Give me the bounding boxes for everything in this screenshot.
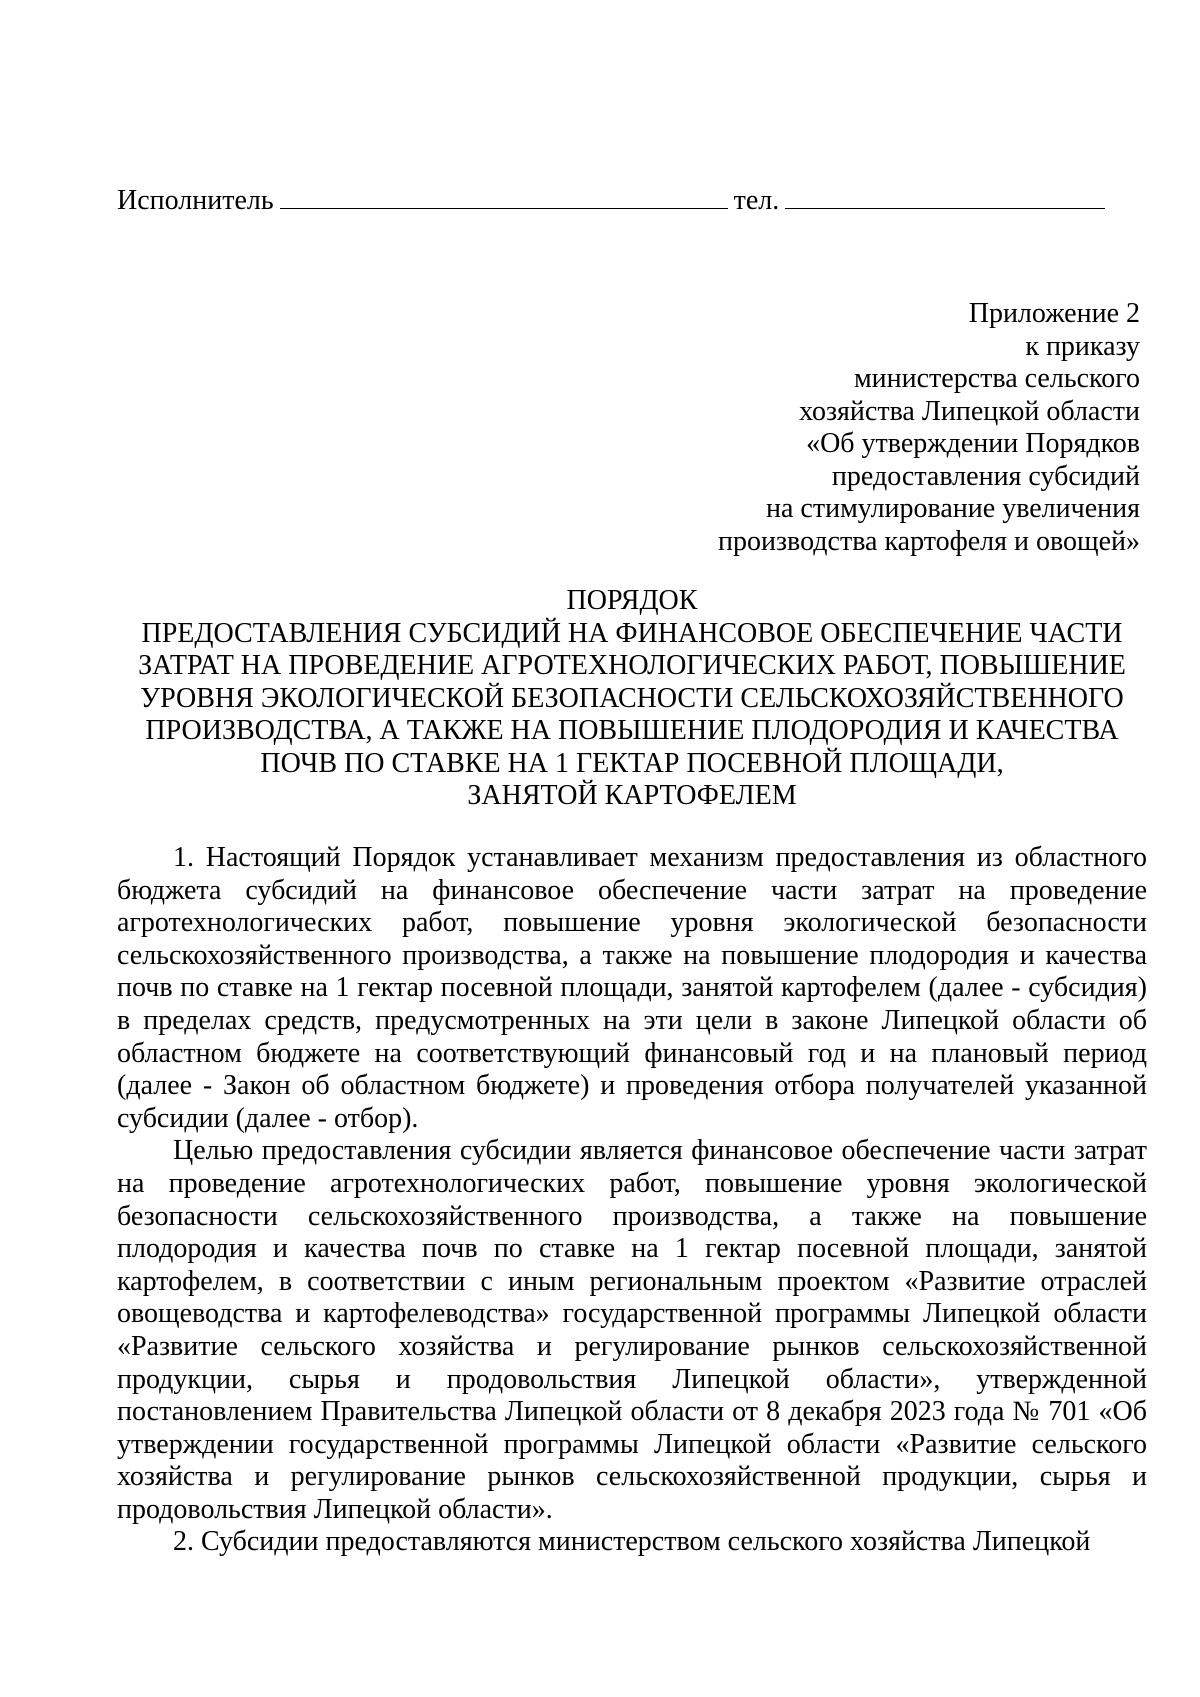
title-line: ПОЧВ ПО СТАВКЕ НА 1 ГЕКТАР ПОСЕВНОЙ ПЛОЩАДИ, (260, 747, 1004, 779)
document-title (117, 585, 1147, 813)
body-paragraph: 1. Настоящий Порядок устанавливает механизм предоставления из областного бюджета субсидий на финансовое обеспечение части затрат на проведение агротехнологических работ, повышение уровня экологической безопасности сельскохозяйственного производства, а также на повышение плодородия и качества почв по ставке на 1 гектар посевной площади, занятой картофелем (далее - субсидия) в пределах средств, предусмотренных на эти цели в законе Липецкой области об областном бюджете на соответствующий финансовый год и на плановый период (далее - Закон об областном бюджете) и проведения отбора получателей указанной субсидии (далее - отбор). (117, 842, 1147, 1134)
appendix-line: хозяйства Липецкой области (799, 395, 1140, 427)
appendix-line: предоставления субсидий (831, 460, 1140, 492)
title-line: ПРЕДОСТАВЛЕНИЯ СУБСИДИЙ НА ФИНАНСОВОЕ ОБЕСПЕЧЕНИЕ ЧАСТИ (141, 617, 1123, 649)
body-paragraph: Целью предоставления субсидии является финансовое обеспечение части затрат на проведение агротехнологических работ, повышение уровня экологической безопасности сельскохозяйственного производства, а также на повышение плодородия и качества почв по ставке на 1 гектар посевной площади, занятой картофелем, в соответствии с иным региональным проектом «Развитие отраслей овощеводства и картофелеводства» государственной программы Липецкой области «Развитие сельского хозяйства и регулирование рынков сельскохозяйственной продукции, сырья и продовольствия Липецкой области», утвержденной постановлением Правительства Липецкой области от 8 декабря 2023 года № 701 «Об утверждении государственной программы Липецкой области «Развитие сельского хозяйства и регулирование рынков сельскохозяйственной продукции, сырья и продовольствия Липецкой области». (117, 1135, 1147, 1525)
appendix-line: на стимулирование увеличения (766, 493, 1140, 524)
title-line: ЗАТРАТ НА ПРОВЕДЕНИЕ АГРОТЕХНОЛОГИЧЕСКИХ РАБОТ, ПОВЫШЕНИЕ (138, 650, 1126, 681)
executor-line (117, 180, 1157, 220)
phone-label: тел. (733, 185, 780, 216)
executor-label: Исполнитель (117, 185, 274, 216)
document-body (117, 842, 1147, 1559)
appendix-line: производства картофеля и овощей» (718, 525, 1140, 557)
body-paragraph: 2. Субсидии предоставляются министерством сельского хозяйства Липецкой (173, 1526, 1091, 1558)
executor-name-blank (280, 180, 728, 209)
appendix-line: министерства сельского (853, 363, 1140, 394)
appendix-line: «Об утверждении Порядков (806, 428, 1140, 459)
appendix-line: к приказу (1025, 330, 1140, 362)
title-line: ПРОИЗВОДСТВА, А ТАКЖЕ НА ПОВЫШЕНИЕ ПЛОДОРОДИЯ И КАЧЕСТВА (145, 715, 1119, 746)
phone-blank (785, 180, 1105, 209)
title-line: ЗАНЯТОЙ КАРТОФЕЛЕМ (467, 780, 797, 811)
appendix-header (580, 298, 1140, 558)
title-line: УРОВНЯ ЭКОЛОГИЧЕСКОЙ БЕЗОПАСНОСТИ СЕЛЬСКОХОЗЯЙСТВЕННОГО (140, 682, 1124, 714)
title-line: ПОРЯДОК (566, 585, 698, 616)
appendix-line: Приложение 2 (968, 298, 1140, 329)
